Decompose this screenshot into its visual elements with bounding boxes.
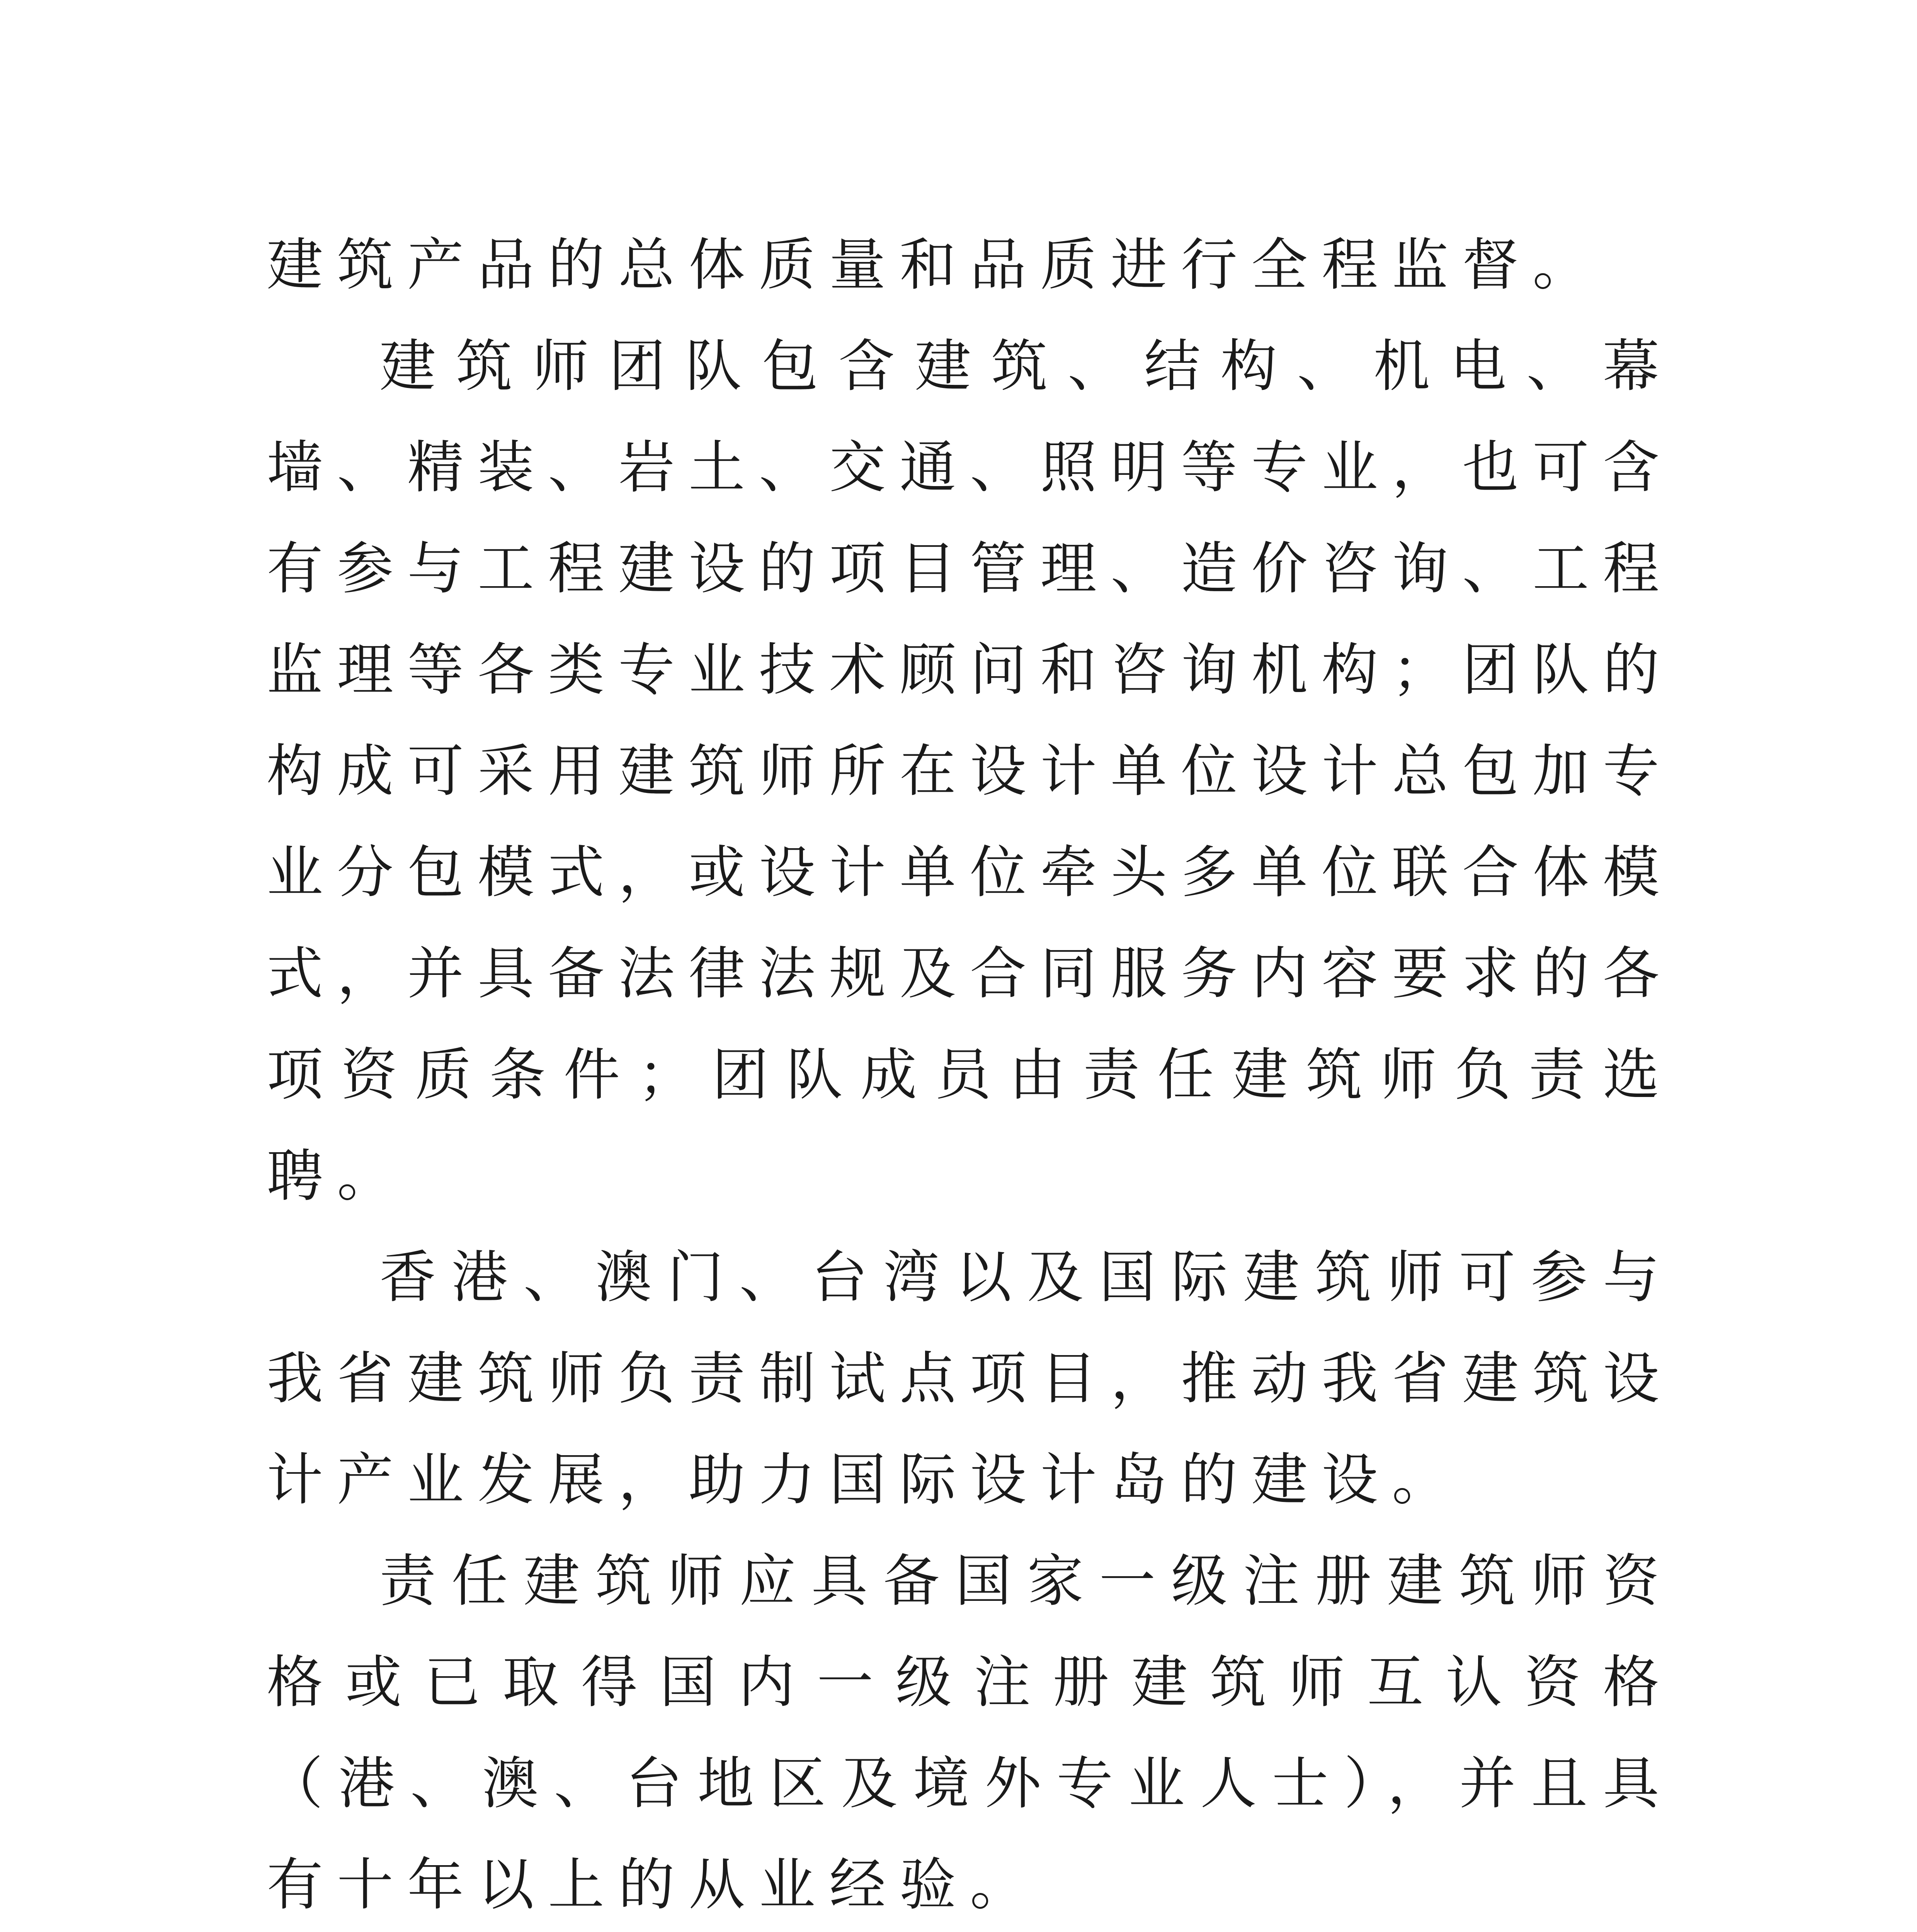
- body-text: [267, 214, 1673, 1932]
- paragraph-responsible-architect-qualification: 责任建筑师应具备国家一级注册建筑师资格或已取得国内一级注册建筑师互认资格（港、澳、台地区及境外专业人士），并且具有十年以上的从业经验。: [267, 1548, 1673, 1918]
- paragraph-international-architects: 香港、澳门、台湾以及国际建筑师可参与我省建筑师负责制试点项目，推动我省建筑设计产业发展，助力国际设计岛的建设。: [267, 1245, 1673, 1513]
- paragraph-continuation: 建筑产品的总体质量和品质进行全程监督。: [267, 232, 1603, 298]
- paragraph-architect-team-composition: 建筑师团队包含建筑、结构、机电、幕墙、精装、岩土、交通、照明等专业，也可含有参与工程建设的项目管理、造价咨询、工程监理等各类专业技术顾问和咨询机构；团队的构成可采用建筑师所在设计单位设计总包加专业分包模式，或设计单位牵头多单位联合体模式，并具备法律法规及合同服务内容要求的各项资质条件；团队成员由责任建筑师负责选聘。: [267, 333, 1673, 1209]
